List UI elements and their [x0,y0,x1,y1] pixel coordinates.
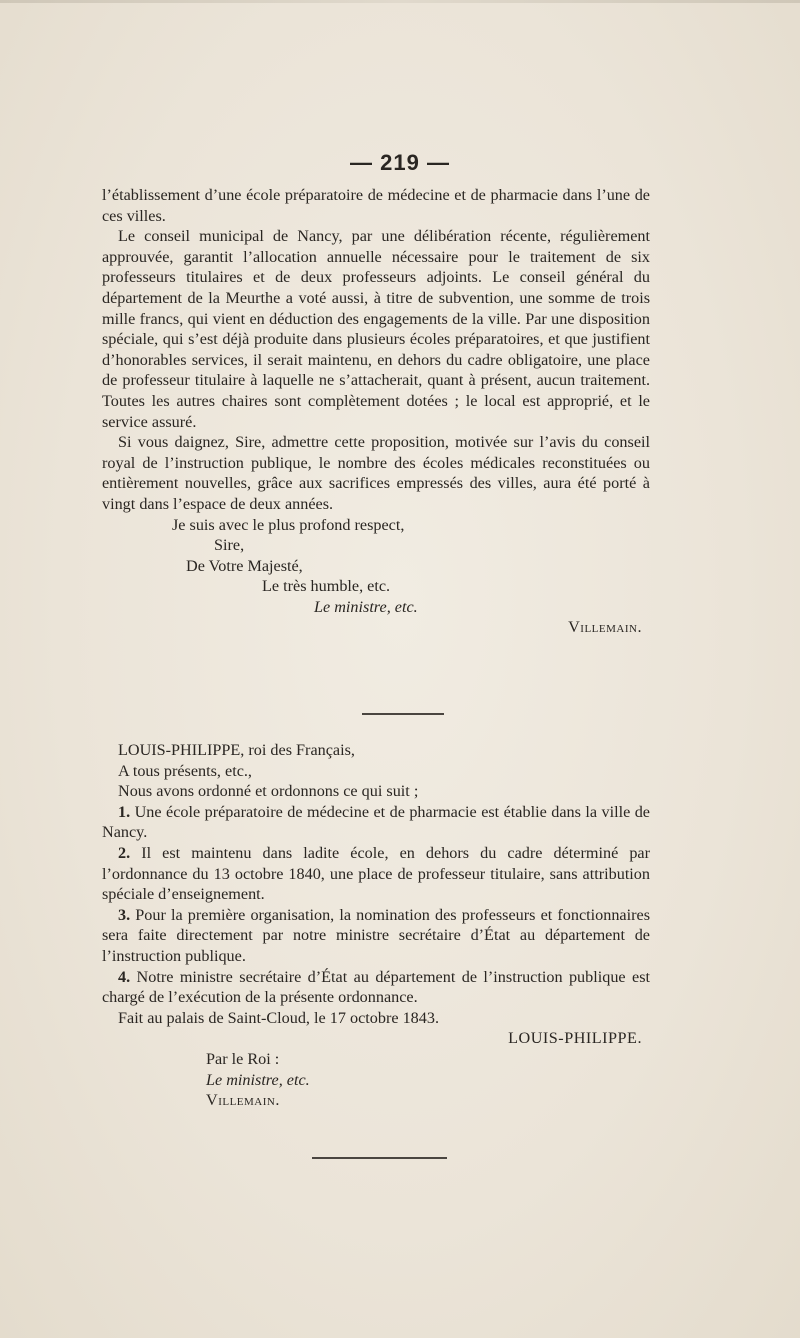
ordinance-decree: Nous avons ordonné et ordonnons ce qui suit ; [118,782,419,801]
article-text: Il est maintenu dans ladite école, en dehors du cadre déterminé par l’ordonnance du 13 octobre 1840, une place de professeur titulaire, sans attribution spéciale d’enseignement. [102,843,650,904]
article-4 [102,967,650,1008]
article-3 [102,905,650,967]
place-date: Fait au palais de Saint-Cloud, le 17 octobre 1843. [118,1008,439,1027]
section-separator [362,713,444,715]
ordinance-heading: LOUIS-PHILIPPE, roi des Français, [118,741,355,759]
ordinance-intro: A tous présents, etc., [118,761,252,780]
minister-title: Le ministre, etc. [206,1070,310,1089]
par-le-roi: Par le Roi : [206,1049,280,1068]
closing-majeste: De Votre Majesté, [186,556,303,575]
page-top-edge [0,0,800,3]
closing-humble: Le très humble, etc. [262,577,391,596]
minister-signature: Villemain. [206,1091,280,1110]
ordinance-body [102,740,650,1111]
page-number: — 219 — [350,150,450,175]
article-number: 3. [118,905,131,924]
closing-sire: Sire, [214,536,245,555]
letter-signature: Villemain. [568,618,642,637]
end-separator [312,1157,447,1159]
article-text: Une école préparatoire de médecine et de pharmacie est établie dans la ville de Nancy. [102,802,650,842]
king-signature: LOUIS-PHILIPPE. [508,1029,642,1048]
article-1 [102,802,650,843]
article-number: 2. [118,843,131,862]
article-text: Notre ministre secrétaire d’État au département de l’instruction publique est chargé de l’exécution de la présente ordonnance. [102,967,650,1007]
letter-body [102,185,650,638]
article-2 [102,843,650,905]
article-number: 1. [118,802,131,821]
closing-respect: Je suis avec le plus profond respect, [172,515,405,534]
letter-paragraph-2: Le conseil municipal de Nancy, par une délibération récente, régulièrement approuvée, garantit l’allocation annuelle nécessaire pour le traitement de six professeurs titulaires et de deux professeurs adjoints. Le conseil général du département de la Meurthe a voté aussi, à titre de subvention, une somme de trois mille francs, qui vient en déduction des engagements de la ville. Par une disposition spéciale, qui s’est déjà produite dans plusieurs écoles préparatoires, et que justifient d’honorables services, il serait maintenu, en dehors du cadre obligatoire, une place de professeur titulaire à laquelle ne s’attacherait, quant à présent, aucun traitement. Toutes les autres chaires sont complètement dotées ; le local est approprié, et le service assuré. [102,227,650,431]
closing-ministre: Le ministre, etc. [314,597,418,616]
letter-paragraph-3: Si vous daignez, Sire, admettre cette proposition, motivée sur l’avis du conseil royal de l’instruction publique, le nombre des écoles médicales reconstituées ou entièrement nouvelles, grâce aux sacrifices empressés des villes, aura été porté à vingt dans l’espace de deux années. [102,433,650,513]
article-text: Pour la première organisation, la nomination des professeurs et fonctionnaires sera faite directement par notre ministre secrétaire d’État au département de l’instruction publique. [102,905,650,965]
letter-paragraph-1: l’établissement d’une école préparatoire de médecine et de pharmacie dans l’une de ces villes. [102,186,650,225]
article-number: 4. [118,967,131,986]
